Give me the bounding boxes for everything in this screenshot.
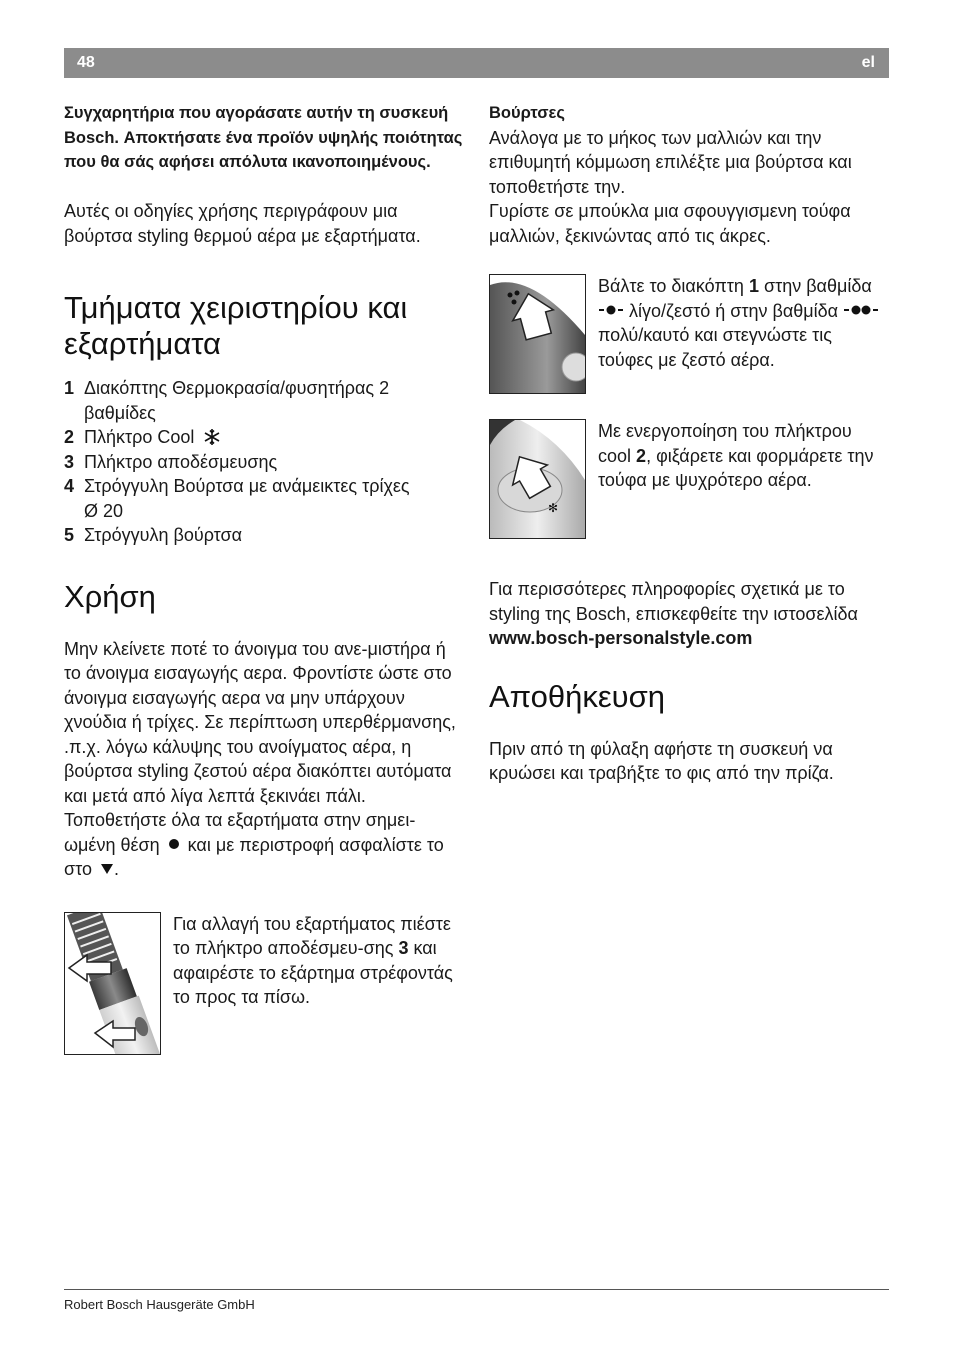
- cool-button-illustration: [489, 419, 586, 539]
- brushes-heading: Βούρτσες: [489, 104, 565, 122]
- release-attachment-illustration: [64, 912, 161, 1055]
- list-item: 5 Στρόγγυλη βούρτσα: [64, 525, 243, 545]
- triangle-down-icon: [100, 863, 114, 875]
- svg-text:✻: ✻: [548, 501, 559, 515]
- brushes-paragraph-1: Ανάλογα με το μήκος των μαλλιών και την επιθυμητή κόμμωση επιλέξτε μια βούρτσα και τοποθετήστε την.: [489, 127, 852, 197]
- usage-heading: Χρήση: [64, 578, 156, 614]
- intro-paragraph: Αυτές οι οδηγίες χρήσης περιγράφουν μια βούρτσα styling θερμού αέρα με εξαρτήματα.: [64, 201, 421, 246]
- parts-list: [64, 376, 469, 548]
- release-instruction-text: Για αλλαγή του εξαρτήματος πιέστε το πλήκτρο αποδέσμευ-σης 3 και αφαιρέστε το εξάρτημα στρέφοντάς το προς τα πίσω.: [173, 913, 453, 1007]
- list-item: 3 Πλήκτρο αποδέσμευσης: [64, 451, 278, 472]
- switch-illustration: [489, 274, 586, 394]
- footer-divider: [64, 1289, 889, 1290]
- storage-heading: Αποθήκευση: [489, 678, 665, 714]
- dot-marker-icon: [168, 838, 180, 850]
- more-info-paragraph: Για περισσότερες πληροφορίες σχετικά με το styling της Bosch, επισκεφθείτε την ιστοσελίδα: [489, 579, 858, 624]
- cool-instruction-text: Με ενεργοποίηση του πλήκτρου cool 2, φιξάρετε και φορμάρετε την τούφα με ψυχρότερο αέρα.: [598, 421, 874, 490]
- right-column: [489, 101, 889, 786]
- list-item: 1 Διακόπτης Θερμοκρασία/φυσητήρας 2 βαθμίδες: [64, 378, 390, 423]
- parts-heading: Τμήματα χειριστηρίου και εξαρτήματα: [64, 290, 408, 361]
- snowflake-icon: [203, 428, 221, 446]
- list-item: 4 Στρόγγυλη Βούρτσα με ανάμεικτες τρίχες Ø 20: [64, 476, 410, 521]
- language-code: el: [861, 54, 875, 71]
- double-dot-level-icon: [843, 304, 879, 316]
- storage-paragraph: Πριν από τη φύλαξη αφήστε τη συσκευή να κρυώσει και τραβήξτε το φις από την πρίζα.: [489, 738, 834, 783]
- switch-instruction: [489, 274, 889, 394]
- website-link[interactable]: www.bosch-personalstyle.com: [489, 628, 753, 648]
- single-dot-level-icon: [598, 304, 624, 316]
- left-column: [64, 101, 469, 1055]
- footer-company: Robert Bosch Hausgeräte GmbH: [64, 1297, 255, 1312]
- list-item: 2 Πλήκτρο Cool: [64, 425, 469, 450]
- page-number: 48: [77, 54, 95, 71]
- switch-instruction-text: Βάλτε το διακόπτη 1 στην βαθμίδα λίγο/ζεστό ή στην βαθμίδα πολύ/καυτό και στεγνώστε τις τούφες με ζεστό αέρα.: [598, 274, 889, 372]
- intro-paragraph-bold: Συγχαρητήρια που αγοράσατε αυτήν τη συσκευή Bosch. Αποκτήσατε ένα προϊόν υψηλής ποιότητας που θα σάς αφήσει απόλυτα ικανοποιημένους.: [64, 104, 463, 171]
- page-header-bar: [64, 48, 889, 78]
- brushes-paragraph-2: Γυρίστε σε μπούκλα μια σφουγγισμενη τούφα μαλλιών, ξεκινώντας από τις άκρες.: [489, 201, 851, 246]
- usage-paragraph: Μην κλείνετε ποτέ το άνοιγμα του ανε-μιστήρα ή το άνοιγμα εισαγωγής αερα. Φροντίστε ώστε στο άνοιγμα εισαγωγής αερα να μην υπάρχουν χνούδια ή τρίχες. Σε περίπτωση υπερθέρμανσης, .π.χ. λόγω κάλυψης του ανοίγματος αέρα, η βούρτσα styling ζεστού αέρα διακόπτει αυτόματα και μετά από λίγα λεπτά ξεκινάει πάλι. Τοποθετήστε όλα τα εξαρτήματα στην σημει-ωμένη θέση και με περιστροφή ασφαλίστε το στο .: [64, 638, 456, 879]
- release-instruction: [64, 912, 469, 1055]
- cool-instruction: [489, 419, 889, 539]
